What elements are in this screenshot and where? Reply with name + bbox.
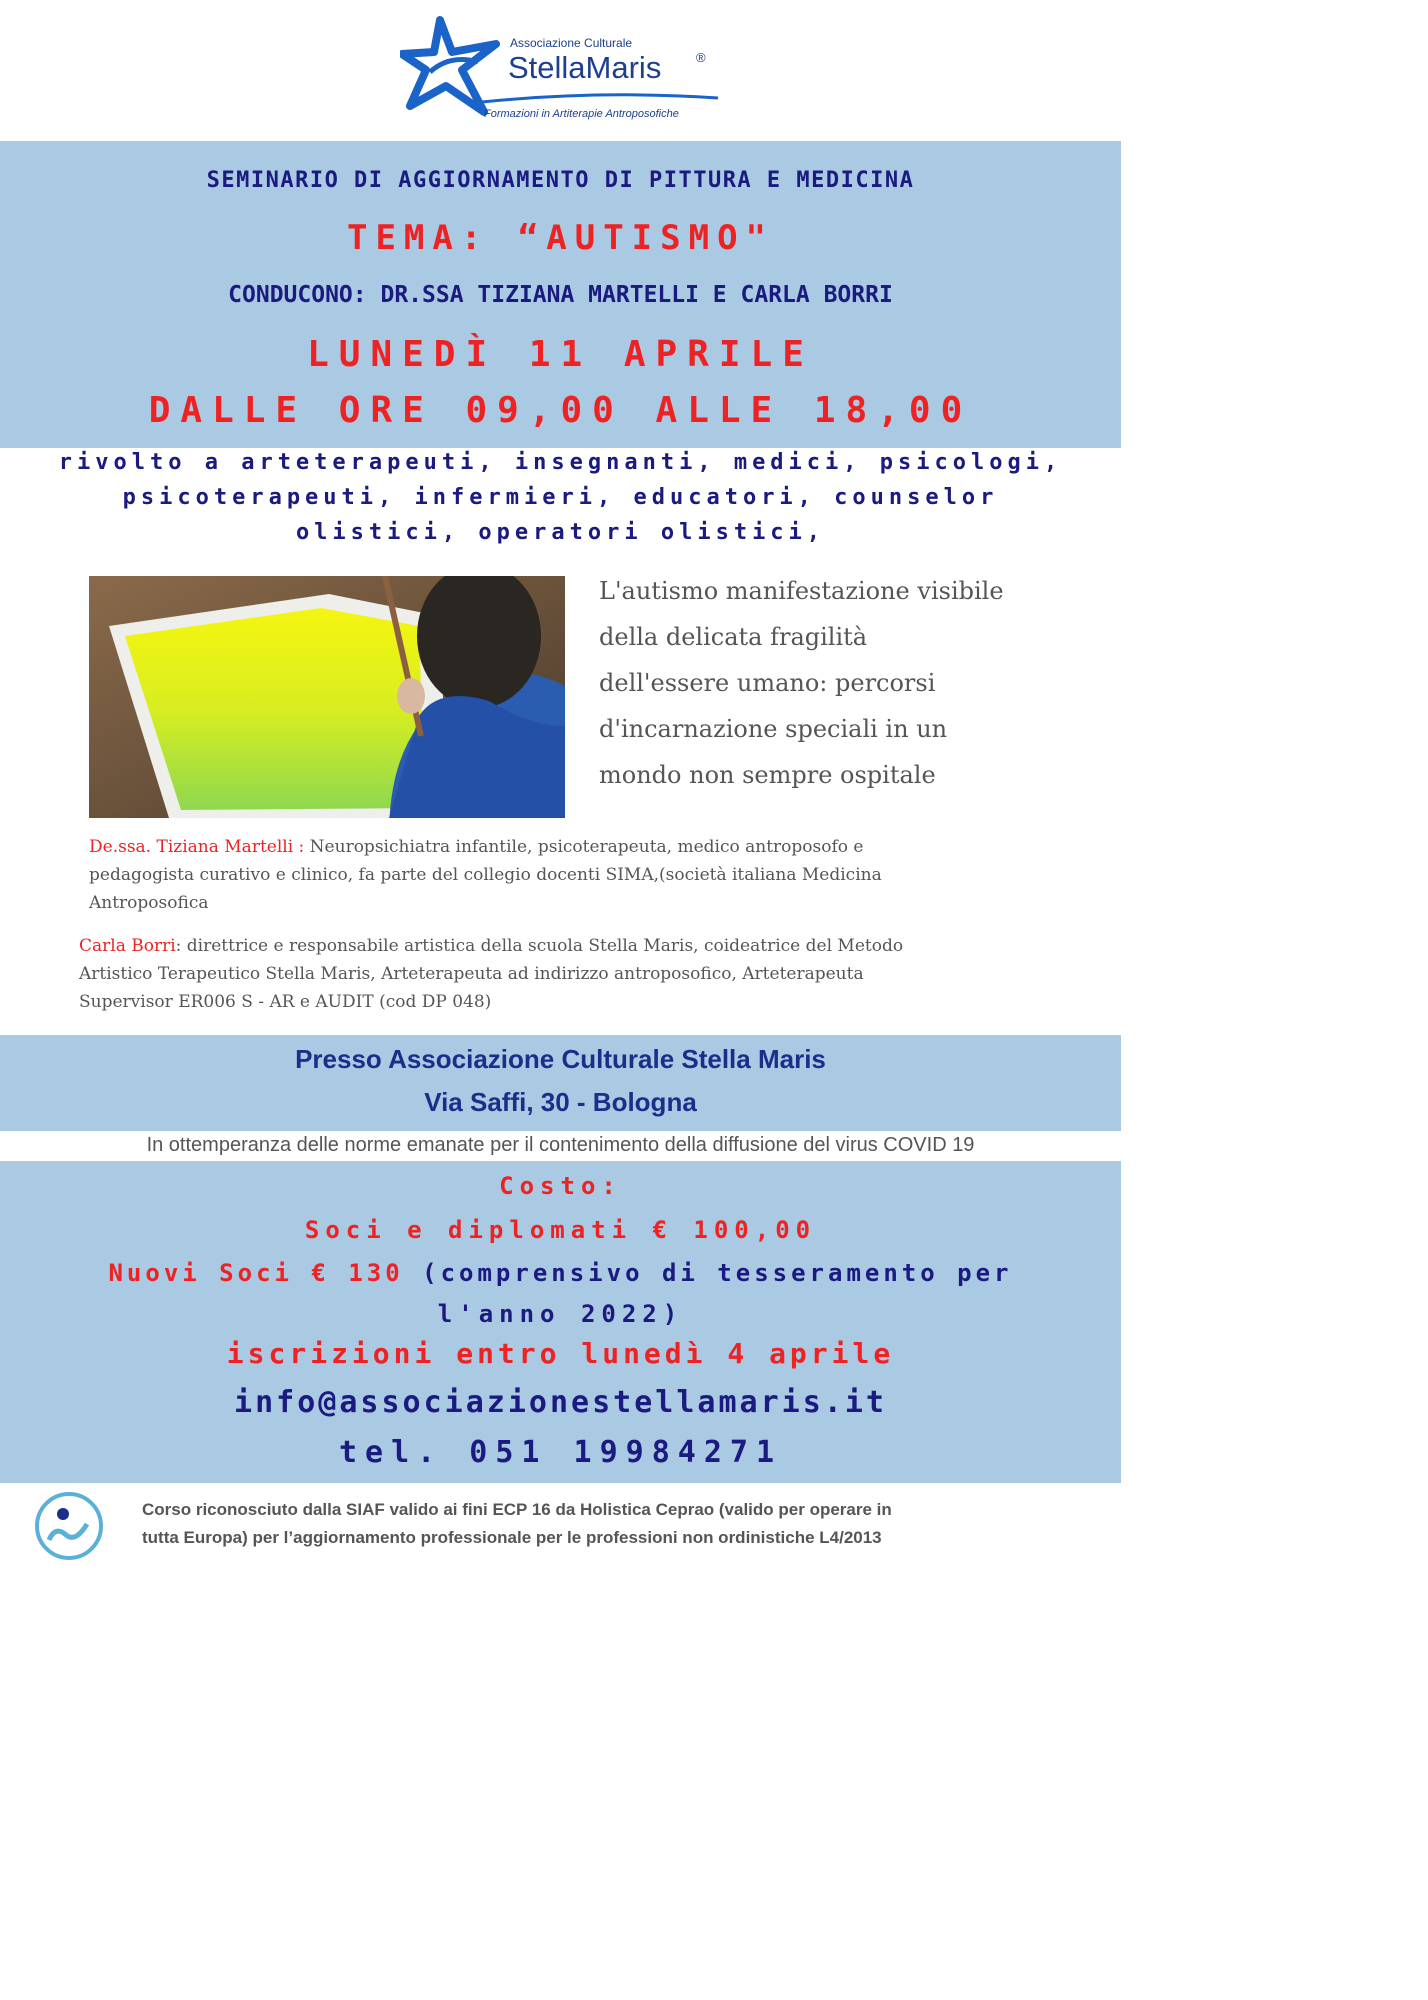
tema-title: TEMA: “AUTISMO" [346,218,775,258]
event-time: DALLE ORE 09,00 ALLE 18,00 [148,390,973,431]
bio-borri-line-2: Artistico Terapeutico Stella Maris, Arteterapeuta ad indirizzo antroposofico, Arteterapeuta [79,964,864,984]
contact-phone[interactable]: tel. 051 19984271 [338,1435,783,1470]
intro-line-3: dell'essere umano: percorsi [599,669,936,697]
footer-line-2: tutta Europa) per l’aggiornamento professionale per le professioni non ordinistiche L4/2013 [142,1528,882,1547]
seminar-title: SEMINARIO DI AGGIORNAMENTO DI PITTURA E MEDICINA [206,168,915,193]
intro-line-2: della delicata fragilità [599,623,868,651]
bio-borri-line-3: Supervisor ER006 S - AR e AUDIT (cod DP 048) [79,992,492,1012]
bio-borri [79,932,903,1016]
event-date: LUNEDÌ 11 APRILE [307,334,814,375]
siaf-logo-icon [35,1490,103,1562]
conducono-line: CONDUCONO: DR.SSA TIZIANA MARTELLI E CARLA BORRI [228,282,893,308]
footer-line-1: Corso riconosciuto dalla SIAF valido ai fini ECP 16 da Holistica Ceprao (valido per operare in [142,1500,892,1519]
bio-martelli-line-2: pedagogista curativo e clinico, fa parte del collegio docenti SIMA,(società italiana Medicina [89,865,882,885]
painting-photo [89,576,565,818]
audience-line-1: rivolto a arteterapeuti, insegnanti, medici, psicologi, [58,450,1063,475]
painting-photo-image [89,576,565,818]
intro-line-1: L'autismo manifestazione visibile [599,577,1004,605]
logo [400,14,720,126]
price-nuovi-amount: Nuovi Soci € 130 [108,1259,404,1287]
logo-name: StellaMaris [508,50,662,85]
contact-email-link[interactable]: info@associazionestellamaris.it [234,1385,887,1420]
bio-martelli-name: De.ssa. Tiziana Martelli : [89,837,305,857]
audience-line-3: olistici, operatori olistici, [295,520,826,545]
bio-martelli-line-1: Neuropsichiatra infantile, psicoterapeuta, medico antroposofo e [304,837,864,857]
bio-borri-line-1: : direttrice e responsabile artistica della scuola Stella Maris, coideatrice del Metodo [175,936,904,956]
logo-tagline: Formazioni in Artiterapie Antroposofiche [484,108,679,120]
venue-line-1: Presso Associazione Culturale Stella Maris [295,1044,826,1074]
logo-registered: ® [696,50,706,65]
intro-line-4: d'incarnazione speciali in un [599,715,948,743]
bio-martelli-line-3: Antroposofica [89,893,209,913]
siaf-logo [35,1490,103,1562]
registration-deadline: iscrizioni entro lunedì 4 aprile [226,1337,895,1370]
cost-label: Costo: [499,1172,622,1200]
logo-swoosh-icon [480,88,720,108]
bio-borri-name: Carla Borri [79,936,176,956]
price-nuovi-note-2: l'anno 2022) [437,1300,684,1328]
intro-line-5: mondo non sempre ospitale [599,761,936,789]
price-nuovi-note: (comprensivo di tesseramento per [403,1259,1013,1287]
covid-note: In ottemperanza delle norme emanate per il contenimento della diffusione del virus COVID 19 [146,1134,975,1156]
price-soci: Soci e diplomati € 100,00 [304,1216,817,1244]
logo-org-small: Associazione Culturale [510,36,633,50]
venue-line-2: Via Saffi, 30 - Bologna [424,1087,697,1117]
audience-line-2: psicoterapeuti, infermieri, educatori, counselor [122,485,999,510]
price-nuovi [0,1259,1121,1287]
bio-martelli [89,833,882,917]
